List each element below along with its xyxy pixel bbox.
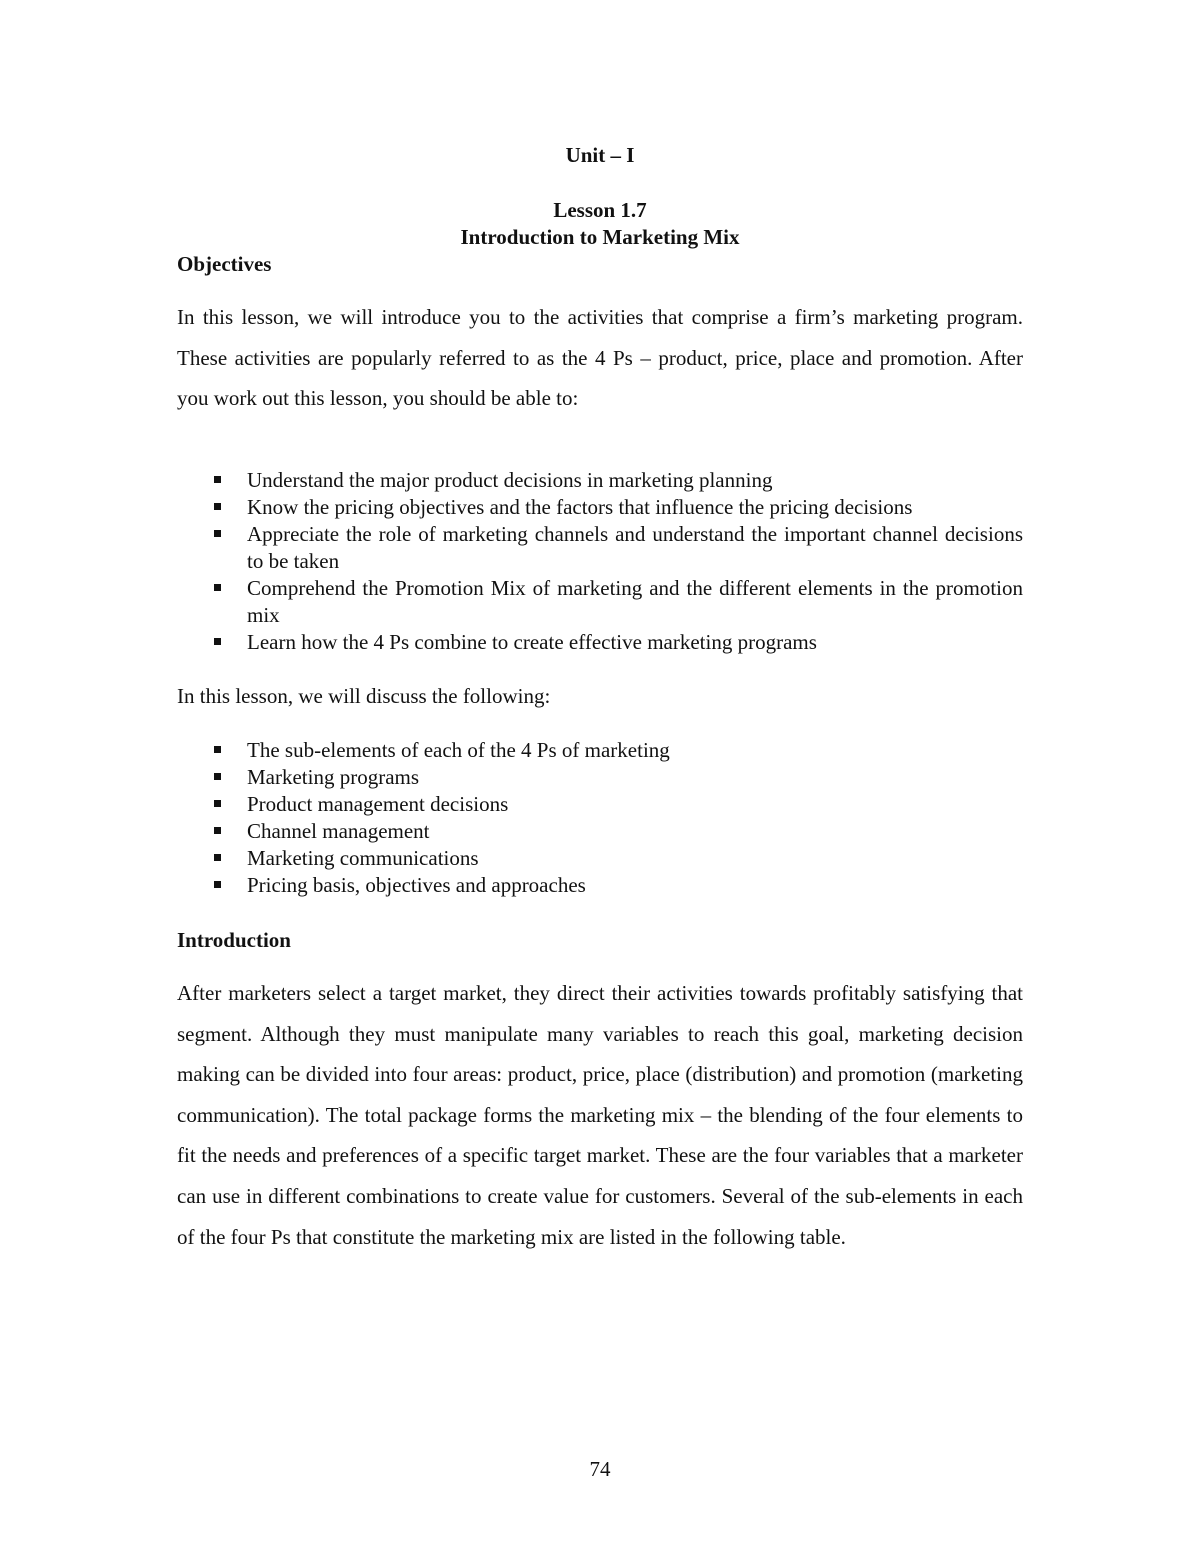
list-item (177, 629, 1023, 656)
list-item-text: Know the pricing objectives and the factors that influence the pricing decisions (247, 495, 913, 519)
list-item-text: Understand the major product decisions in marketing planning (247, 468, 773, 492)
list-item-text: Comprehend the Promotion Mix of marketing and the different elements in the promotion mix (247, 576, 1023, 627)
list-item-text: The sub-elements of each of the 4 Ps of marketing (247, 738, 670, 762)
list-item-text: Marketing programs (247, 765, 420, 789)
square-bullet-icon (214, 881, 221, 888)
square-bullet-icon (214, 503, 221, 510)
list-item-text: Channel management (247, 819, 430, 843)
introduction-paragraph: After marketers select a target market, they direct their activities towards profitably satisfying that segment. Although they must manipulate many variables to reach this goal, marketing decision making can be divided into four areas: product, price, place (distribution) and promotion (marketing communication). The total package forms the marketing mix – the blending of the four elements to fit the needs and preferences of a specific target market. These are the four variables that a marketer can use in different combinations to create value for customers. Several of the sub-elements in each of the four Ps that constitute the marketing mix are listed in the following table. (177, 981, 1023, 1249)
list-item-text: Marketing communications (247, 846, 479, 870)
square-bullet-icon (214, 530, 221, 537)
square-bullet-icon (214, 476, 221, 483)
list-item (177, 575, 1023, 629)
list-item (177, 872, 1023, 899)
objectives-intro-paragraph: In this lesson, we will introduce you to the activities that comprise a firm’s marketing program. These activities are popularly referred to as the 4 Ps – product, price, place and promotion. After you work out this lesson, you should be able to: (177, 305, 1023, 411)
list-item-text: Pricing basis, objectives and approaches (247, 873, 586, 897)
list-item (177, 845, 1023, 872)
lesson-number: Lesson 1.7 (553, 198, 647, 222)
list-item (177, 737, 1023, 764)
list-item-text: Appreciate the role of marketing channels and understand the important channel decisions to be taken (247, 522, 1023, 573)
square-bullet-icon (214, 800, 221, 807)
lesson-title: Introduction to Marketing Mix (460, 225, 740, 249)
square-bullet-icon (214, 854, 221, 861)
list-item (177, 521, 1023, 575)
list-item (177, 467, 1023, 494)
list-item-text: Product management decisions (247, 792, 509, 816)
square-bullet-icon (214, 773, 221, 780)
list-item (177, 791, 1023, 818)
square-bullet-icon (214, 638, 221, 645)
list-item (177, 494, 1023, 521)
list-item (177, 818, 1023, 845)
square-bullet-icon (214, 827, 221, 834)
list-item-text: Learn how the 4 Ps combine to create effective marketing programs (247, 630, 817, 654)
discussion-list (177, 737, 1023, 899)
discussion-intro: In this lesson, we will discuss the following: (177, 684, 551, 708)
square-bullet-icon (214, 584, 221, 591)
objectives-list (177, 467, 1023, 656)
list-item (177, 764, 1023, 791)
objectives-heading: Objectives (177, 252, 272, 276)
page-number: 74 (589, 1457, 611, 1481)
introduction-heading: Introduction (177, 928, 291, 952)
unit-label: Unit – I (565, 143, 635, 167)
square-bullet-icon (214, 746, 221, 753)
